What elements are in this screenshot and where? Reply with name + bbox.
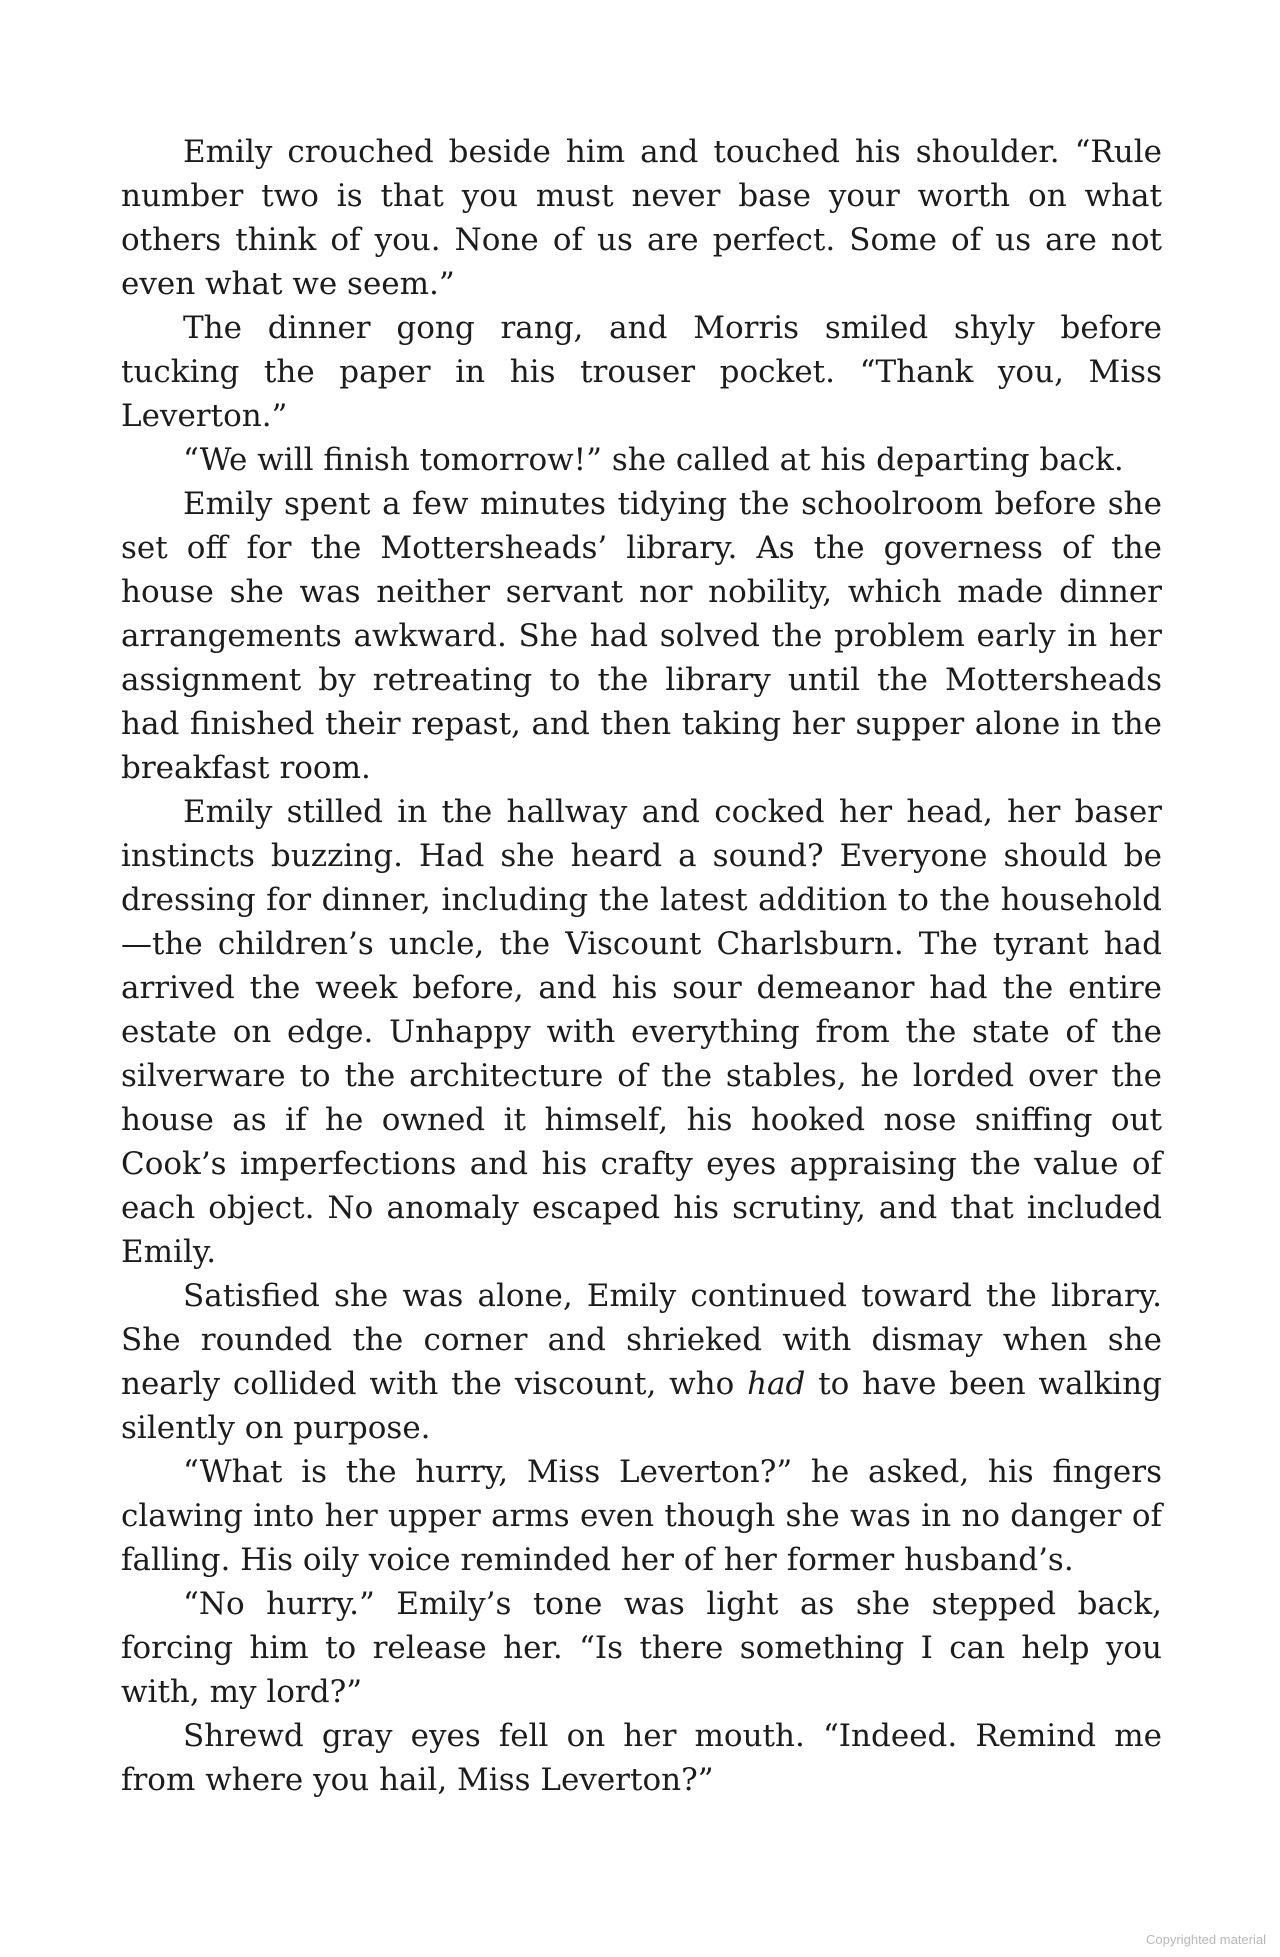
paragraph <box>121 790 1162 1274</box>
text-run: “No hurry.” Emily’s tone was light as she stepped back, forcing him to release her. “Is there something I can help you with, my lord?” <box>121 1586 1162 1710</box>
body-text <box>121 130 1162 1802</box>
paragraph <box>121 1450 1162 1582</box>
paragraph <box>121 130 1162 306</box>
text-run: Emily stilled in the hallway and cocked her head, her baser instincts buzzing. Had she heard a sound? Everyone should be dressing for dinner, including the latest addition to the household—the children’s uncle, the Viscount Charlsburn. The tyrant had arrived the week before, and his sour demeanor had the entire estate on edge. Unhappy with everything from the state of the silverware to the architecture of the stables, he lorded over the house as if he owned it himself, his hooked nose sniffing out Cook’s imperfections and his crafty eyes appraising the value of each object. No anomaly escaped his scrutiny, and that included Emily. <box>121 794 1162 1270</box>
text-run: Emily spent a few minutes tidying the schoolroom before she set off for the Mottersheads’ library. As the governess of the house she was neither servant nor nobility, which made dinner arrangements awkward. She had solved the problem early in her assignment by retreating to the library until the Mottersheads had finished their repast, and then taking her supper alone in the breakfast room. <box>121 486 1162 786</box>
paragraph <box>121 1582 1162 1714</box>
paragraph <box>121 1274 1162 1450</box>
paragraph <box>121 1714 1162 1802</box>
paragraph <box>121 482 1162 790</box>
text-run: Shrewd gray eyes fell on her mouth. “Indeed. Remind me from where you hail, Miss Leverton?” <box>121 1718 1162 1798</box>
text-run: “We will finish tomorrow!” she called at his departing back. <box>183 442 1124 478</box>
paragraph <box>121 438 1162 482</box>
text-run: The dinner gong rang, and Morris smiled shyly before tucking the paper in his trouser pocket. “Thank you, Miss Leverton.” <box>121 310 1162 434</box>
paragraph <box>121 306 1162 438</box>
text-run: to have been walking silently on purpose. <box>121 1366 1162 1446</box>
italic-emphasis: had <box>747 1366 806 1402</box>
text-run: “What is the hurry, Miss Leverton?” he asked, his fingers clawing into her upper arms even though she was in no danger of falling. His oily voice reminded her of her former husband’s. <box>121 1454 1162 1578</box>
copyright-watermark: Copyrighted material <box>1146 1932 1266 1947</box>
text-run: Satisfied she was alone, Emily continued toward the library. She rounded the corner and shrieked with dismay when she nearly collided with the viscount, who <box>121 1278 1162 1402</box>
text-run: Emily crouched beside him and touched his shoulder. “Rule number two is that you must never base your worth on what others think of you. None of us are perfect. Some of us are not even what we seem.” <box>121 134 1162 302</box>
